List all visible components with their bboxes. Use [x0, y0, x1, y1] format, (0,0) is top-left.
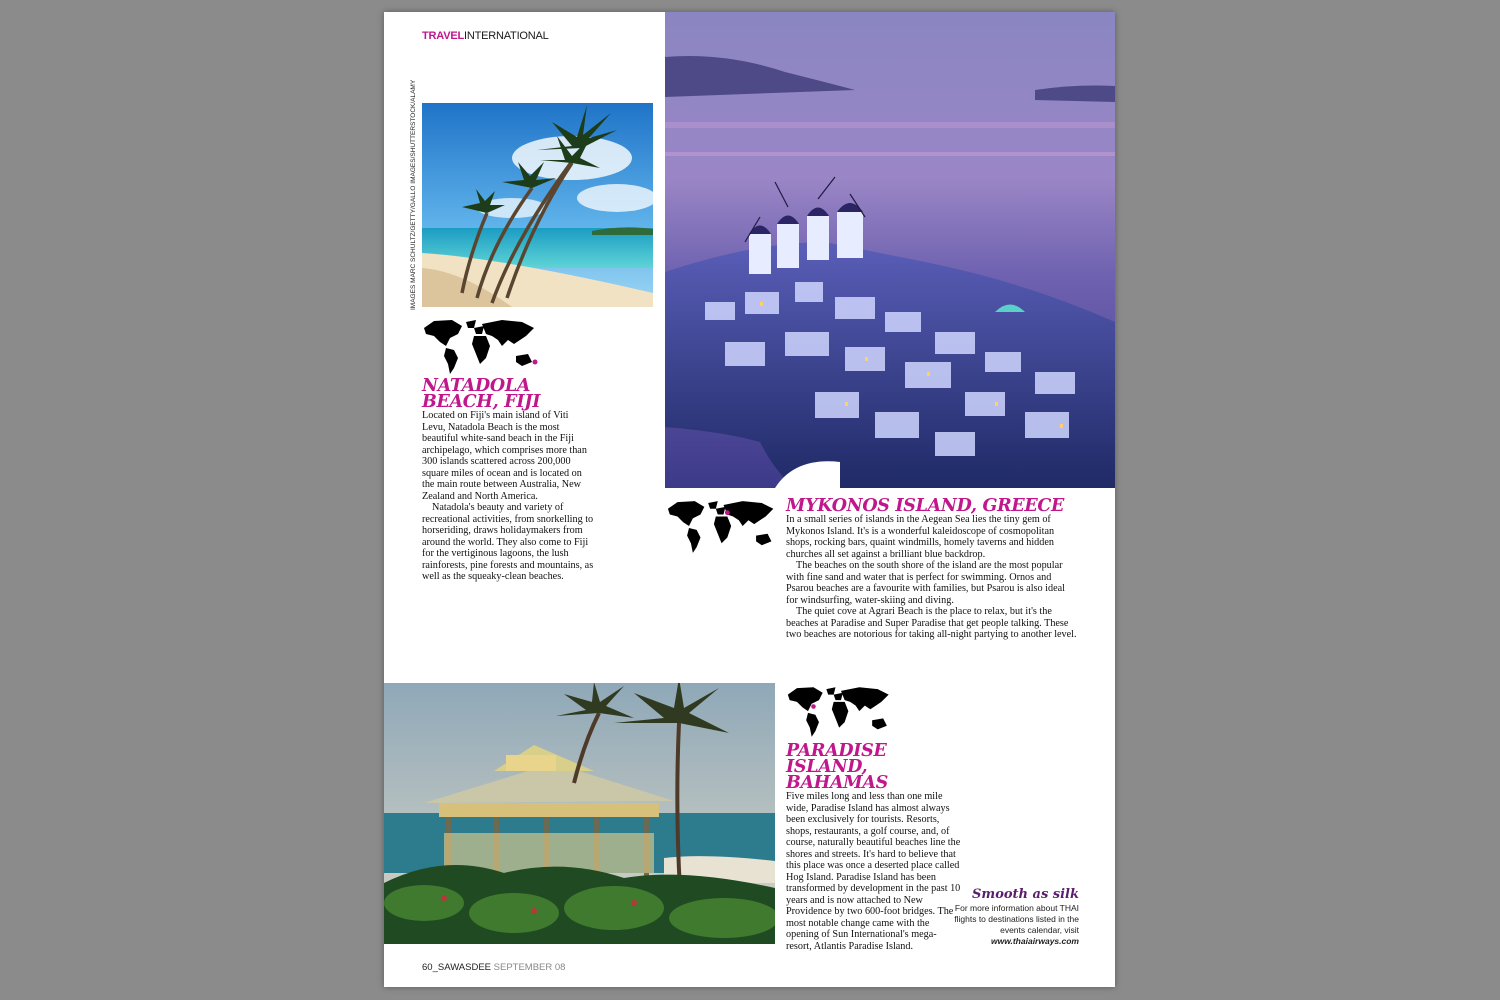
fiji-beach-photo — [422, 103, 653, 307]
subsection-label: INTERNATIONAL — [463, 30, 549, 42]
mykonos-paragraph: The beaches on the south shore of the island are the most popular with fine sand and water that is perfect for swimming. Ornos and Psarou beaches are a favourite with families, but Psarou is also ideal for windsurfing, water-skiing and diving. — [786, 560, 1065, 606]
page-footer: 60_SAWASDEE SEPTEMBER 08 — [422, 962, 566, 973]
mykonos-windmills-photo — [665, 12, 1115, 488]
mykonos-title: MYKONOS ISLAND, GREECE — [786, 496, 1065, 516]
natadola-body — [422, 410, 594, 583]
image-credit: IMAGES MARC SCHULTZ/GETTY/GALLO IMAGES/SHUTTERSTOCK/ALAMY — [410, 79, 417, 310]
bahamas-world-map-icon — [786, 685, 896, 739]
natadola-title: NATADOLA BEACH, FIJI — [422, 376, 541, 412]
natadola-paragraph: Located on Fiji's main island of Viti Levu, Natadola Beach is the most beautiful white-sand beach in the Fiji archipelago, which comprises more than 300 islands scattered across 200,000 square miles of ocean and is located on the main route between Australia, New Zealand and North America. — [422, 410, 587, 502]
page-number: 60 — [422, 962, 433, 973]
mykonos-world-map-icon — [666, 499, 781, 555]
magazine-page — [384, 12, 1115, 987]
paradise-paragraph: Five miles long and less than one mile wide, Paradise Island has almost always been exclusively for tourists. Resorts, shops, restaurants, a golf course, and, of course, naturally beautiful beaches line the shores and streets. It's hard to believe that this place was once a deserted place called Hog Island. Paradise Island has been transformed by development in the past 10 years and is now attached to New Providence by two 600-foot bridges. The most notable change came with the opening of Sun International's mega-resort, Atlantis Paradise Island. — [786, 791, 961, 952]
mykonos-paragraph: The quiet cove at Agrari Beach is the place to relax, but it's the beaches at Paradise and Super Paradise that get people talking. These two beaches are notorious for taking all-night partying to another level. — [786, 606, 1077, 640]
natadola-paragraph: Natadola's beauty and variety of recreational activities, from snorkelling to horseriding, draws holidaymakers from around the world. They also come to Fiji for the vertiginous lagoons, the lush rainforests, pine forests and mountains, as well as the squeaky-clean beaches. — [422, 502, 594, 582]
sidebar-text — [939, 903, 1079, 947]
sidebar-url-link[interactable]: www.thaiairways.com — [990, 936, 1079, 946]
mykonos-article — [786, 498, 1078, 641]
paradise-article — [786, 743, 961, 952]
section-header — [422, 30, 549, 42]
mykonos-body — [786, 514, 1078, 641]
paradise-body — [786, 791, 961, 952]
bahamas-gazebo-photo — [384, 683, 775, 944]
mykonos-paragraph: In a small series of islands in the Aegean Sea lies the tiny gem of Mykonos Island. It's is a wonderful kaleidoscope of cosmopolitan shops, rocking bars, quaint windmills, homely taverns and hidden churches all set against a brilliant blue backdrop. — [786, 514, 1055, 560]
paradise-title: PARADISE ISLAND, BAHAMAS — [786, 741, 888, 793]
fiji-world-map-icon — [422, 318, 542, 376]
sidebar-description: For more information about THAI flights to destinations listed in the events calendar, visit — [954, 903, 1079, 935]
magazine-name: SAWASDEE — [437, 962, 492, 973]
sidebar-title: Smooth as silk — [972, 887, 1079, 902]
section-label: TRAVEL — [422, 30, 464, 42]
natadola-article — [422, 378, 594, 583]
issue-date: SEPTEMBER 08 — [493, 962, 566, 973]
